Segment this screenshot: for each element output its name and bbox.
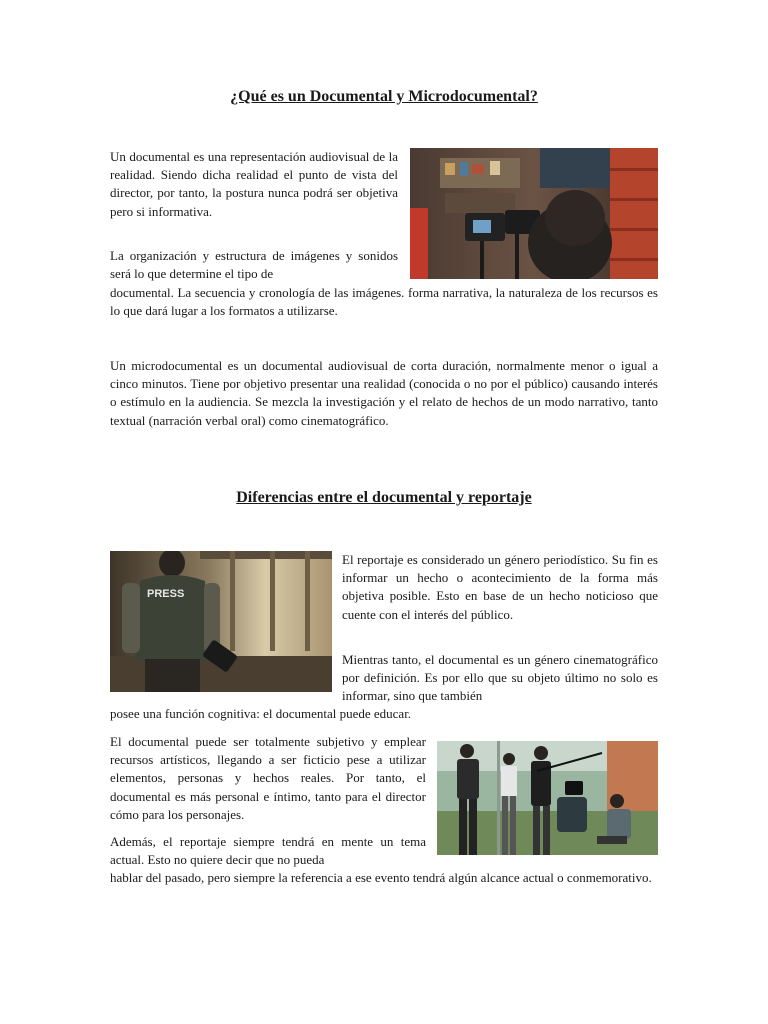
press-photographer-photo: [110, 551, 332, 692]
meanwhile-paragraph: posee una función cognitiva: el documental puede educar.: [110, 706, 412, 721]
reportaje-current-paragraph: hablar del pasado, pero siempre la referencia a ese evento tendrá algún alcance actual o conmemorativo.: [110, 870, 652, 885]
microdocumental-paragraph: Un microdocumental es un documental audiovisual de corta duración, normalmente menor o igual a cinco minutos. Tiene por objetivo presentar una realidad (conocida o no por el público) causando interés o estímulo en la audiencia. Se mezcla la investigación y el relato de hechos de un modo narrativo, tanto textual (narración verbal oral) como cinematográfico.: [110, 358, 658, 428]
subjective-paragraph: El documental puede ser totalmente subjetivo y emplear recursos artísticos, llegando a ser ficticio pese a utilizar elementos, personas y hechos reales. Por tanto, el documental es más personal e íntimo, tanto para el director cómo para los personajes.: [110, 734, 426, 822]
press-vest-label: PRESS: [147, 588, 185, 600]
film-crew-photo: [437, 741, 658, 855]
organization-paragraph-start: La organización y estructura de imágenes y sonidos será lo que determine el tipo de: [110, 248, 398, 282]
meanwhile-paragraph-start: Mientras tanto, el documental es un género cinematográfico por definición. Es por ello que su objeto último no solo es informar, sino que también: [342, 652, 658, 704]
section-title-differences: Diferencias entre el documental y reportaje: [236, 489, 532, 506]
camera-operator-photo: [410, 148, 658, 279]
page-title: ¿Qué es un Documental y Microdocumental?: [230, 88, 538, 105]
reportaje-current-paragraph-start: Además, el reportaje siempre tendrá en mente un tema actual. Esto no quiere decir que no pueda: [110, 834, 426, 868]
reportaje-definition-paragraph: El reportaje es considerado un género periodístico. Su fin es informar un hecho o acontecimiento de la forma más objetiva posible. Esto en base de un hecho noticioso que cuente con el interés del público.: [342, 552, 658, 622]
documental-definition-paragraph: Un documental es una representación audiovisual de la realidad. Siendo dicha realidad el punto de vista del director, por tanto, la postura nunca podrá ser objetiva pero si informativa.: [110, 149, 398, 219]
organization-paragraph: documental. La secuencia y cronología de las imágenes. forma narrativa, la naturaleza de los recursos es lo que dará lugar a los formatos a utilizarse.: [110, 285, 658, 319]
